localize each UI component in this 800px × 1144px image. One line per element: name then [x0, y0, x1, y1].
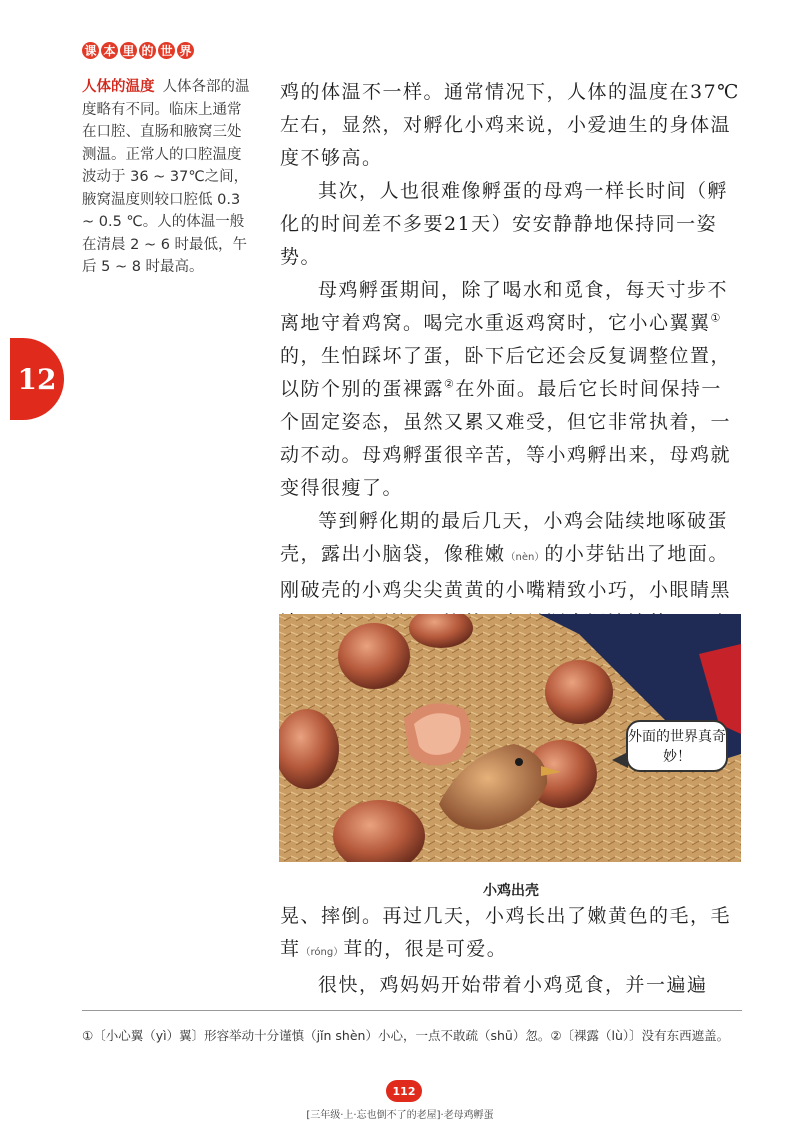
paragraph: 很快，鸡妈妈开始带着小鸡觅食，并一遍遍	[318, 974, 708, 996]
text-run: 晃、摔倒。再过几天，小鸡长出了嫩黄色的毛，毛茸	[280, 905, 732, 960]
pinyin: （róng）	[300, 947, 344, 958]
footnote-divider	[82, 1010, 742, 1011]
side-note-term: 人体的温度	[82, 79, 155, 95]
pinyin: （nèn）	[505, 552, 545, 563]
side-note-body: 人体各部的温度略有不同。临床上通常在口腔、直肠和腋窝三处测温。正常人的口腔温度波动于 36 ~ 37℃之间，腋窝温度则较口腔低 0.3 ~ 0.5 ℃。人的体温一般在清晨 2 ~ 6 时最低，午后 5 ~ 8 时最高。	[82, 79, 250, 275]
chapter-tab	[10, 338, 64, 420]
footnote: ①〔小心翼（yì）翼〕形容举动十分谨慎（jǐn shèn）小心，一点不敢疏（shū）忽。②〔裸露（lù）〕没有东西遮盖。	[82, 1028, 730, 1043]
section-tag-char: 界	[177, 42, 194, 59]
text-run: 在外面。最后它长时间保持一个固定姿态，虽然又累又难受，但它非常执着，一动不动。母鸡孵蛋很辛苦，等小鸡孵出来，母鸡就变得很瘦了。	[280, 378, 732, 499]
page-number: 112	[386, 1080, 422, 1102]
section-tag-char: 世	[158, 42, 175, 59]
text-run: 母鸡孵蛋期间，除了喝水和觅食，每天寸步不离地守着鸡窝。喝完水重返鸡窝时，它小心翼翼	[280, 279, 729, 334]
footnote-ref: ②	[444, 377, 456, 391]
speech-bubble: 外面的世界真奇妙！	[626, 720, 728, 772]
section-tag-char: 的	[139, 42, 156, 59]
section-tag-char: 课	[82, 42, 99, 59]
text-run: 的，生怕踩坏了蛋，卧下后它还会反复调整位置，以防个别的蛋裸露	[280, 345, 732, 400]
section-tag	[82, 42, 194, 59]
section-tag-char: 里	[120, 42, 137, 59]
side-note	[82, 76, 252, 279]
chapter-number: 12	[17, 362, 57, 396]
text-run: 的小芽钻出了地面。刚破壳的小鸡尖尖黄黄的小嘴精致小巧，小眼睛黑	[280, 543, 732, 601]
footer-title: [三年级·上·忘也倒不了的老屋]·老母鸡孵蛋	[306, 1110, 494, 1121]
paragraph	[280, 900, 742, 969]
section-tag-char: 本	[101, 42, 118, 59]
text-run: 茸的，很是可爱。	[343, 938, 508, 960]
paragraph: 鸡的体温不一样。通常情况下，人体的温度在37℃左右，显然，对孵化小鸡来说，小爱迪生的身体温度不够高。	[280, 81, 740, 169]
photo-caption: 小鸡出壳	[483, 883, 539, 899]
footnote-ref: ①	[710, 311, 722, 325]
main-text-continued	[280, 900, 742, 1002]
text-run: 等到孵化期的最后几天，小鸡会陆续地啄破蛋壳，露出小脑袋，像稚嫩	[280, 510, 729, 565]
paragraph: 其次，人也很难像孵蛋的母鸡一样长时间（孵化的时间差不多要21天）安安静静地保持同一姿势。	[280, 180, 729, 268]
paragraph	[280, 274, 742, 505]
